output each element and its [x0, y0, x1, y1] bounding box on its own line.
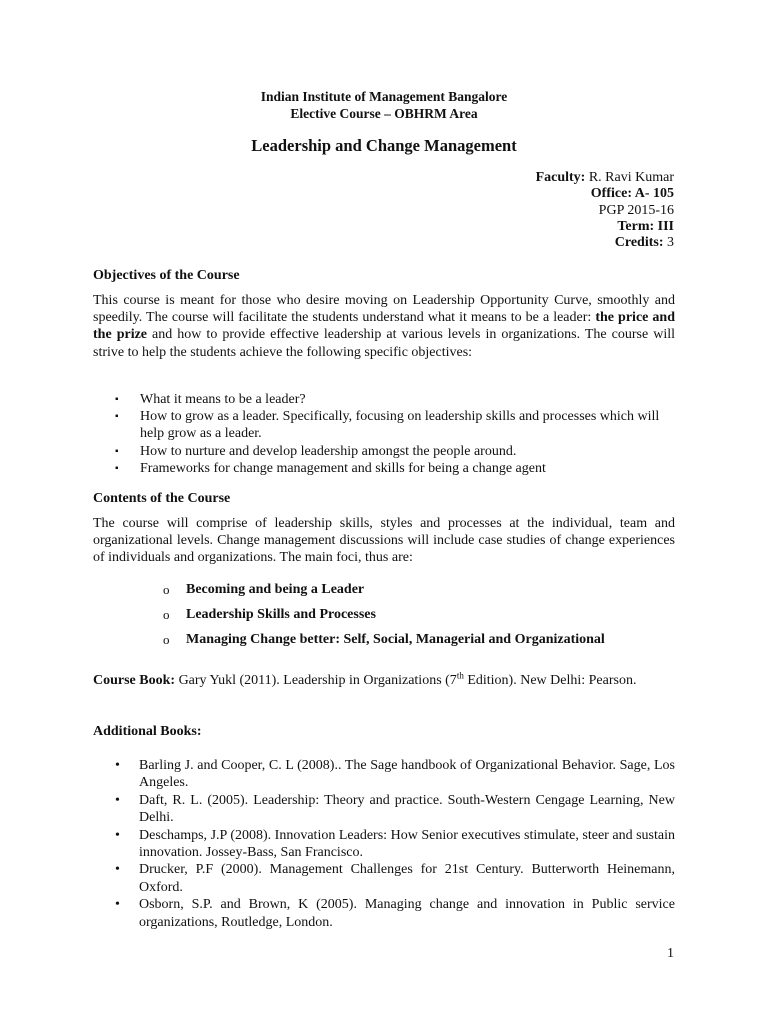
course-book: [93, 672, 675, 689]
course-book-text-2: Edition). New Delhi: Pearson.: [463, 673, 637, 688]
objectives-paragraph: [93, 292, 675, 361]
list-item: [115, 792, 675, 827]
objectives-list: [115, 391, 675, 477]
credits-label: Credits:: [614, 235, 664, 251]
list-item: [163, 581, 683, 606]
list-item: [163, 606, 683, 631]
office-value: Office: A- 105: [590, 186, 674, 202]
contents-paragraph: The course will comprise of leadership skills, styles and processes at the individual, team and organizational levels. Change management discussions will include case studies of change experiences of individuals and organizations. The main foci, thus are:: [93, 516, 675, 566]
list-item-text: Becoming and being a Leader: [186, 582, 365, 597]
institute-name: Indian Institute of Management Bangalore: [260, 89, 508, 104]
list-item-text: Drucker, P.F (2000). Management Challenges for 21st Century. Butterworth Heinemann, Oxford.: [139, 862, 675, 895]
objectives-heading: Objectives of the Course: [93, 268, 240, 283]
list-item: [115, 861, 675, 896]
bullet-icon: •: [115, 758, 120, 773]
course-book-superscript: th: [456, 670, 464, 681]
course-book-label: Course Book:: [93, 673, 176, 688]
elective-area: Elective Course – OBHRM Area: [290, 106, 478, 121]
page-number: 1: [667, 946, 674, 961]
circle-bullet-icon: o: [163, 632, 170, 647]
additional-books-heading: Additional Books:: [93, 724, 202, 739]
additional-books-list: [115, 757, 675, 931]
contents-list: [163, 581, 683, 656]
list-item: [115, 460, 675, 477]
course-title: Leadership and Change Management: [251, 136, 517, 155]
list-item-text: Barling J. and Cooper, C. L (2008).. The Sage handbook of Organizational Behavior. Sage, Los Angeles.: [139, 758, 675, 791]
list-item-text: What it means to be a leader?: [140, 392, 306, 407]
list-item-text: Daft, R. L. (2005). Leadership: Theory and practice. South-Western Cengage Learning, New Delhi.: [139, 792, 675, 826]
list-item-text: How to grow as a leader. Specifically, focusing on leadership skills and processes which will help grow as a leader.: [140, 409, 660, 442]
objectives-text-1: This course is meant for those who desire moving on Leadership Opportunity Curve, smoothly and speedily. The course will facilitate the students understand what it means to be a leader:: [93, 293, 675, 326]
course-meta: [374, 170, 674, 251]
list-item: [115, 443, 675, 460]
circle-bullet-icon: o: [163, 582, 170, 597]
list-item: [115, 408, 675, 442]
list-item-text: Frameworks for change management and skills for being a change agent: [140, 460, 546, 476]
program-line: PGP 2015-16: [598, 202, 674, 218]
square-bullet-icon: ▪: [115, 411, 119, 423]
list-item-text: Deschamps, J.P (2008). Innovation Leaders: How Senior executives stimulate, steer and sustain innovation. Jossey-Bass, San Francisco.: [139, 827, 675, 861]
credits-line: [374, 235, 674, 251]
list-item: [115, 827, 675, 862]
term-line: [374, 219, 674, 235]
office-line: [374, 186, 674, 202]
bullet-icon: •: [115, 897, 120, 913]
course-book-text-1: Gary Yukl (2011). Leadership in Organizations (7: [175, 673, 457, 688]
square-bullet-icon: ▪: [115, 462, 119, 474]
list-item: [115, 896, 675, 931]
contents-heading: Contents of the Course: [93, 491, 231, 506]
objectives-bold-phrase: the price and the prize: [93, 310, 675, 343]
square-bullet-icon: ▪: [115, 394, 119, 405]
objectives-text-2: and how to provide effective leadership at various levels in organizations. The course will strive to help the students achieve the following specific objectives:: [93, 327, 676, 360]
square-bullet-icon: ▪: [115, 445, 119, 457]
list-item-text: Osborn, S.P. and Brown, K (2005). Managing change and innovation in Public service organizations, Routledge, London.: [139, 897, 675, 930]
list-item: [163, 631, 683, 656]
bullet-icon: •: [115, 792, 120, 808]
faculty-label: Faculty:: [535, 170, 586, 185]
list-item-text: How to nurture and develop leadership amongst the people around.: [140, 443, 517, 459]
credits-value: 3: [663, 235, 674, 251]
faculty-value: R. Ravi Kumar: [585, 170, 674, 185]
list-item-text: Leadership Skills and Processes: [186, 607, 376, 622]
term-value: Term: III: [617, 218, 674, 234]
list-item-text: Managing Change better: Self, Social, Managerial and Organizational: [186, 632, 605, 647]
list-item: [115, 757, 675, 792]
bullet-icon: •: [115, 862, 120, 878]
faculty-line: [374, 170, 674, 186]
bullet-icon: •: [115, 827, 120, 843]
circle-bullet-icon: o: [163, 607, 170, 622]
list-item: [115, 391, 675, 408]
